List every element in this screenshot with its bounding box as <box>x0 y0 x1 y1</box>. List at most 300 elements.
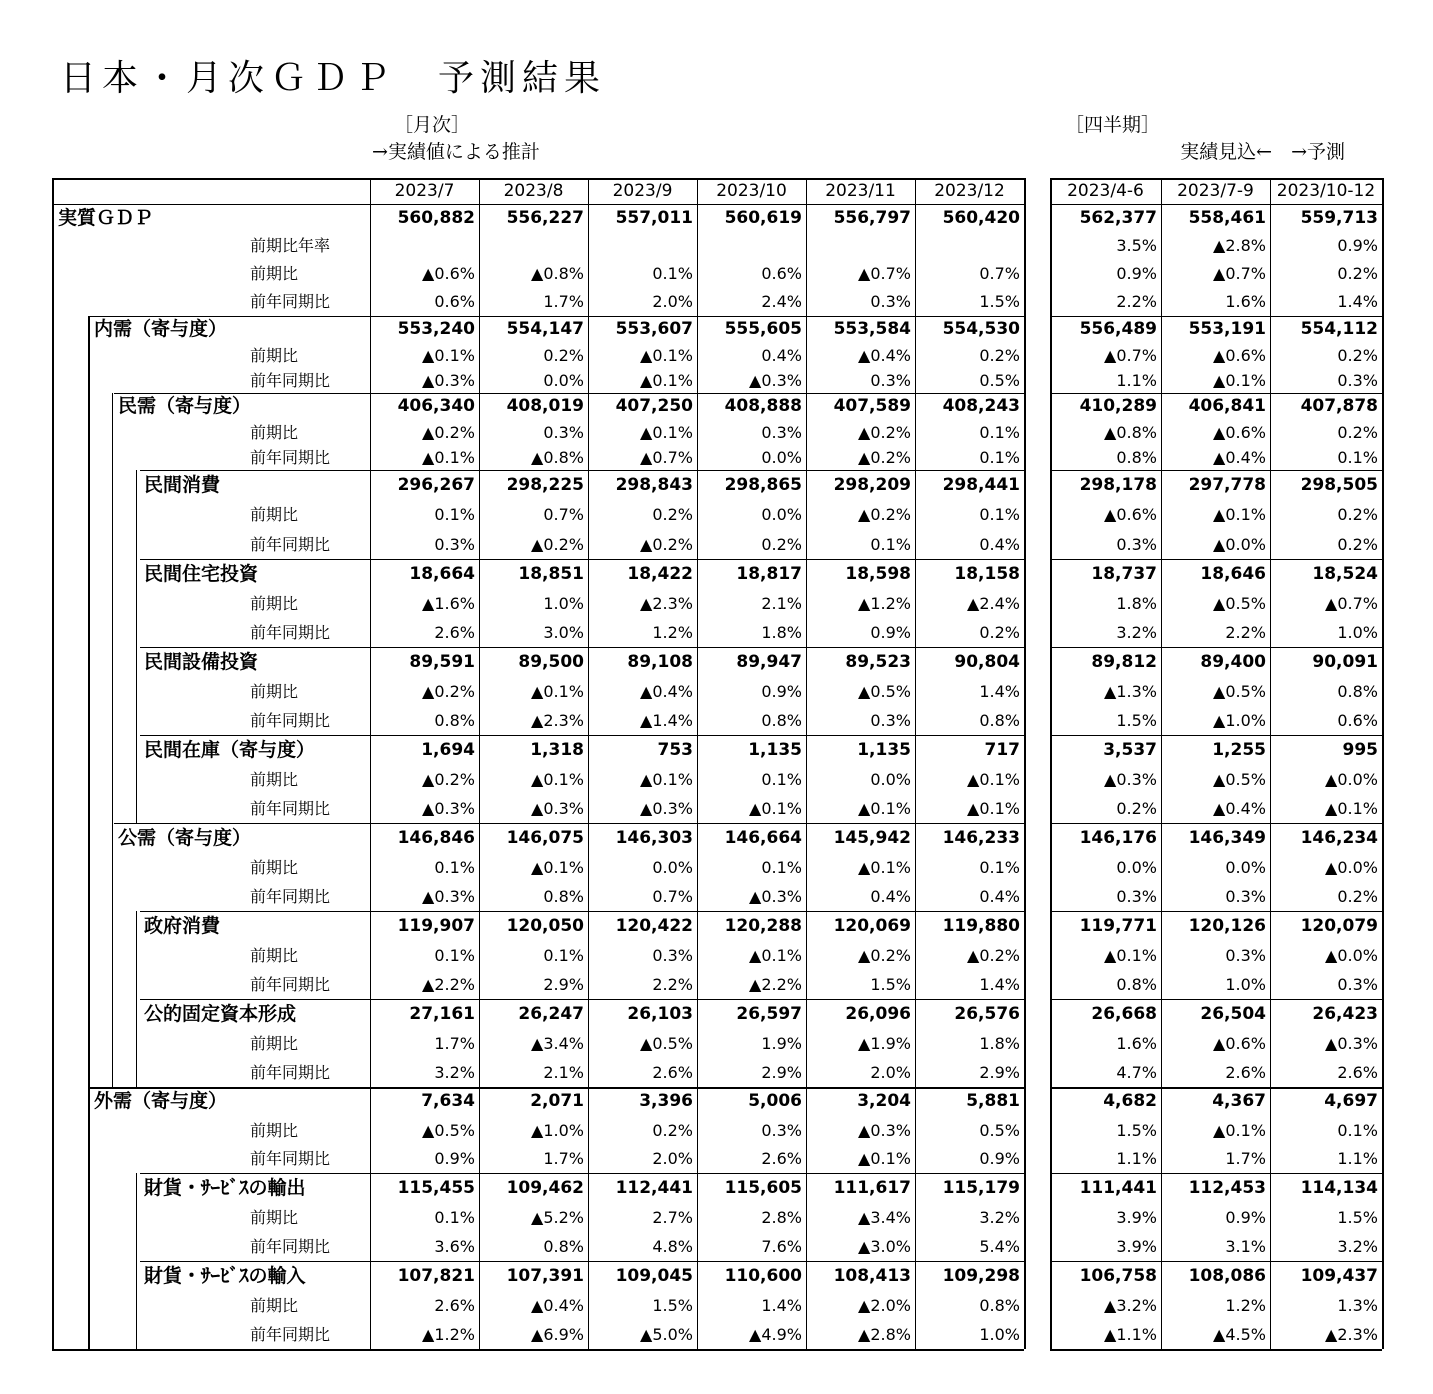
value-cell: 110,600 <box>724 1266 802 1286</box>
value-cell: 554,530 <box>942 319 1020 339</box>
rate-cell: ▲3.0% <box>858 1237 911 1256</box>
rate-cell: 1.5% <box>652 1296 693 1315</box>
rate-cell: 1.4% <box>979 682 1020 701</box>
value-cell: 26,247 <box>518 1004 584 1024</box>
rate-cell: 0.2% <box>761 535 802 554</box>
rate-cell: 1.5% <box>1116 711 1157 730</box>
rate-cell: ▲0.1% <box>967 770 1020 789</box>
value-cell: 408,243 <box>942 396 1020 416</box>
value-cell: 146,349 <box>1188 828 1266 848</box>
rate-cell: ▲0.4% <box>858 346 911 365</box>
rate-cell: 0.3% <box>1116 535 1157 554</box>
rate-cell: ▲0.3% <box>1325 1034 1378 1053</box>
value-cell: 26,668 <box>1091 1004 1157 1024</box>
rate-cell: 3.9% <box>1116 1237 1157 1256</box>
rule <box>1161 178 1162 1349</box>
rate-cell: 0.3% <box>761 1121 802 1140</box>
value-cell: 562,377 <box>1079 208 1157 228</box>
rate-cell: 5.4% <box>979 1237 1020 1256</box>
value-cell: 553,607 <box>615 319 693 339</box>
value-cell: 146,075 <box>506 828 584 848</box>
value-cell: 407,589 <box>833 396 911 416</box>
rate-cell: 0.2% <box>979 346 1020 365</box>
value-cell: 89,108 <box>627 652 693 672</box>
value-cell: 120,050 <box>506 916 584 936</box>
rate-cell: ▲0.7% <box>1325 594 1378 613</box>
value-cell: 4,697 <box>1324 1091 1378 1111</box>
row-label: 前期比 <box>250 594 299 613</box>
rate-cell: ▲1.3% <box>1104 682 1157 701</box>
monthly-description: →実績値による推計 <box>372 141 540 163</box>
rate-cell: 0.0% <box>652 858 693 877</box>
rate-cell: ▲0.4% <box>531 1296 584 1315</box>
row-label: 前期比 <box>250 946 299 965</box>
rate-cell: ▲0.1% <box>749 799 802 818</box>
value-cell: 18,851 <box>518 564 584 584</box>
value-cell: 753 <box>657 740 693 760</box>
row-label: 前年同期比 <box>250 371 331 390</box>
rule <box>88 316 90 1349</box>
column-header-month: 2023/12 <box>934 181 1005 201</box>
value-cell: 556,227 <box>506 208 584 228</box>
rate-cell: ▲0.5% <box>858 682 911 701</box>
rate-cell: ▲0.2% <box>858 946 911 965</box>
rate-cell: 0.1% <box>434 946 475 965</box>
value-cell: 717 <box>984 740 1020 760</box>
section-label: 民需（寄与度） <box>118 395 252 417</box>
rate-cell: 0.7% <box>652 887 693 906</box>
rate-cell: 2.0% <box>652 1149 693 1168</box>
value-cell: 26,597 <box>736 1004 802 1024</box>
value-cell: 1,318 <box>530 740 584 760</box>
rate-cell: 2.7% <box>652 1208 693 1227</box>
rate-cell: ▲1.2% <box>422 1325 475 1344</box>
rate-cell: 0.6% <box>1337 711 1378 730</box>
rate-cell: 0.1% <box>761 858 802 877</box>
rate-cell: ▲0.1% <box>1213 1121 1266 1140</box>
value-cell: 3,396 <box>639 1091 693 1111</box>
rate-cell: 0.0% <box>761 448 802 467</box>
rate-cell: ▲0.1% <box>531 682 584 701</box>
rate-cell: 3.6% <box>434 1237 475 1256</box>
rate-cell: 0.1% <box>1337 448 1378 467</box>
rate-cell: 1.0% <box>979 1325 1020 1344</box>
rate-cell: ▲0.5% <box>1213 682 1266 701</box>
row-label: 前年同期比 <box>250 535 331 554</box>
row-label: 前年同期比 <box>250 711 331 730</box>
rate-cell <box>915 232 1024 260</box>
rate-cell: 0.1% <box>543 946 584 965</box>
rate-cell: 1.4% <box>979 975 1020 994</box>
rate-cell: 1.0% <box>543 594 584 613</box>
rule <box>1050 1349 1382 1351</box>
rate-cell: 1.5% <box>870 975 911 994</box>
value-cell: 115,179 <box>942 1178 1020 1198</box>
rate-cell: ▲2.3% <box>1325 1325 1378 1344</box>
rate-cell: ▲0.1% <box>858 858 911 877</box>
value-cell: 1,255 <box>1212 740 1266 760</box>
rate-cell: 0.1% <box>1337 1121 1378 1140</box>
value-cell: 120,079 <box>1300 916 1378 936</box>
rate-cell: ▲0.2% <box>967 946 1020 965</box>
value-cell: 18,817 <box>736 564 802 584</box>
rate-cell: 0.8% <box>1116 448 1157 467</box>
rate-cell: 0.2% <box>543 346 584 365</box>
rate-cell: 0.2% <box>1337 887 1378 906</box>
value-cell: 560,882 <box>397 208 475 228</box>
value-cell: 89,523 <box>845 652 911 672</box>
section-label: 財貨・ｻｰﾋﾞｽの輸出 <box>144 1177 306 1199</box>
row-label: 前期比 <box>250 264 299 283</box>
rate-cell: ▲2.2% <box>422 975 475 994</box>
rate-cell: ▲3.4% <box>858 1208 911 1227</box>
value-cell: 3,537 <box>1103 740 1157 760</box>
rate-cell: 1.4% <box>761 1296 802 1315</box>
column-header-month: 2023/10 <box>716 181 787 201</box>
rate-cell: 1.6% <box>1116 1034 1157 1053</box>
value-cell: 89,812 <box>1091 652 1157 672</box>
section-label: 民間住宅投資 <box>144 563 259 585</box>
rate-cell: 3.5% <box>1116 236 1157 255</box>
section-label: 公需（寄与度） <box>118 827 252 849</box>
row-label: 前期比 <box>250 346 299 365</box>
rate-cell: ▲0.7% <box>1104 346 1157 365</box>
value-cell: 560,420 <box>942 208 1020 228</box>
section-label: 政府消費 <box>144 915 221 937</box>
section-label: 実質ＧＤＰ <box>58 207 154 229</box>
rate-cell: 0.6% <box>761 264 802 283</box>
value-cell: 26,103 <box>627 1004 693 1024</box>
section-label: 公的固定資本形成 <box>144 1003 297 1025</box>
rate-cell: 2.2% <box>1225 623 1266 642</box>
rate-cell: ▲1.0% <box>1213 711 1266 730</box>
value-cell: 18,737 <box>1091 564 1157 584</box>
rate-cell: ▲0.1% <box>640 770 693 789</box>
row-label: 前年同期比 <box>250 887 331 906</box>
value-cell: 111,441 <box>1079 1178 1157 1198</box>
value-cell: 553,191 <box>1188 319 1266 339</box>
value-cell: 3,204 <box>857 1091 911 1111</box>
row-label: 前年同期比 <box>250 623 331 642</box>
rate-cell: ▲0.1% <box>1325 799 1378 818</box>
rate-cell: 1.1% <box>1116 371 1157 390</box>
value-cell: 109,298 <box>942 1266 1020 1286</box>
value-cell: 5,006 <box>748 1091 802 1111</box>
rate-cell: ▲0.2% <box>422 682 475 701</box>
rate-cell: 2.6% <box>1225 1063 1266 1082</box>
rule <box>112 393 113 1087</box>
rate-cell: ▲0.2% <box>858 423 911 442</box>
rate-cell: ▲0.1% <box>749 946 802 965</box>
rule <box>1024 178 1026 1349</box>
rate-cell: ▲1.2% <box>858 594 911 613</box>
rate-cell: 0.3% <box>1337 371 1378 390</box>
value-cell: 298,441 <box>942 475 1020 495</box>
rate-cell: ▲4.9% <box>749 1325 802 1344</box>
column-header-month: 2023/9 <box>612 181 673 201</box>
rate-cell: ▲4.5% <box>1213 1325 1266 1344</box>
rate-cell: 0.3% <box>1225 946 1266 965</box>
value-cell: 146,234 <box>1300 828 1378 848</box>
rate-cell: 0.1% <box>434 858 475 877</box>
rate-cell: 0.1% <box>979 448 1020 467</box>
rate-cell: ▲2.4% <box>967 594 1020 613</box>
rate-cell: 0.0% <box>1116 858 1157 877</box>
rate-cell: 0.5% <box>979 1121 1020 1140</box>
rule <box>52 178 54 1351</box>
rate-cell: 2.6% <box>434 623 475 642</box>
rate-cell: 0.4% <box>870 887 911 906</box>
row-label: 前年同期比 <box>250 975 331 994</box>
column-header-month: 2023/11 <box>825 181 896 201</box>
rate-cell: 0.4% <box>979 535 1020 554</box>
rule <box>136 470 137 823</box>
value-cell: 119,771 <box>1079 916 1157 936</box>
rate-cell: ▲0.7% <box>640 448 693 467</box>
value-cell: 18,422 <box>627 564 693 584</box>
value-cell: 995 <box>1342 740 1378 760</box>
rate-cell: 3.9% <box>1116 1208 1157 1227</box>
rate-cell: 4.8% <box>652 1237 693 1256</box>
rule <box>588 178 589 1349</box>
value-cell: 18,646 <box>1200 564 1266 584</box>
quarterly-note <box>1065 112 1345 166</box>
rate-cell: 3.2% <box>1116 623 1157 642</box>
rate-cell: 4.7% <box>1116 1063 1157 1082</box>
gdp-forecast-table <box>52 178 1382 1352</box>
rate-cell: ▲1.0% <box>531 1121 584 1140</box>
rate-cell: 0.3% <box>761 423 802 442</box>
row-label: 前期比年率 <box>250 236 331 255</box>
rate-cell: ▲0.1% <box>967 799 1020 818</box>
rate-cell: ▲1.1% <box>1104 1325 1157 1344</box>
rate-cell: 1.7% <box>1225 1149 1266 1168</box>
rate-cell: ▲5.2% <box>531 1208 584 1227</box>
rate-cell: 1.1% <box>1116 1149 1157 1168</box>
value-cell: 26,576 <box>954 1004 1020 1024</box>
rate-cell: 2.4% <box>761 292 802 311</box>
rate-cell: 0.9% <box>1337 236 1378 255</box>
row-label: 前期比 <box>250 1296 299 1315</box>
rate-cell: 0.3% <box>1225 887 1266 906</box>
rate-cell: ▲0.5% <box>640 1034 693 1053</box>
row-label: 前年同期比 <box>250 1149 331 1168</box>
rate-cell: ▲0.1% <box>858 1149 911 1168</box>
row-label: 前期比 <box>250 682 299 701</box>
rate-cell: ▲2.8% <box>858 1325 911 1344</box>
rate-cell: ▲0.2% <box>422 423 475 442</box>
rate-cell: 0.4% <box>979 887 1020 906</box>
value-cell: 106,758 <box>1079 1266 1157 1286</box>
rate-cell: ▲0.3% <box>749 371 802 390</box>
rate-cell: 0.2% <box>1116 799 1157 818</box>
rate-cell: 1.1% <box>1337 1149 1378 1168</box>
value-cell: 146,176 <box>1079 828 1157 848</box>
rule <box>1382 178 1384 1349</box>
value-cell: 26,096 <box>845 1004 911 1024</box>
rate-cell: 2.1% <box>543 1063 584 1082</box>
rate-cell: 0.8% <box>979 1296 1020 1315</box>
value-cell: 298,505 <box>1300 475 1378 495</box>
value-cell: 555,605 <box>724 319 802 339</box>
column-header-month: 2023/7 <box>394 181 455 201</box>
rate-cell: 0.1% <box>979 858 1020 877</box>
row-label: 前期比 <box>250 770 299 789</box>
rate-cell: 0.8% <box>1116 975 1157 994</box>
rate-cell <box>806 232 915 260</box>
value-cell: 112,441 <box>615 1178 693 1198</box>
value-cell: 120,288 <box>724 916 802 936</box>
rate-cell: ▲0.1% <box>858 799 911 818</box>
value-cell: 18,598 <box>845 564 911 584</box>
value-cell: 108,413 <box>833 1266 911 1286</box>
rate-cell: 1.8% <box>1116 594 1157 613</box>
rate-cell: 0.2% <box>1337 535 1378 554</box>
rate-cell: ▲0.3% <box>640 799 693 818</box>
rate-cell: 1.7% <box>543 1149 584 1168</box>
value-cell: 26,423 <box>1312 1004 1378 1024</box>
row-label: 前年同期比 <box>250 448 331 467</box>
value-cell: 89,591 <box>409 652 475 672</box>
rate-cell: ▲3.2% <box>1104 1296 1157 1315</box>
rate-cell: ▲2.0% <box>858 1296 911 1315</box>
rate-cell: 0.1% <box>434 1208 475 1227</box>
rate-cell: 0.9% <box>870 623 911 642</box>
rate-cell: ▲0.1% <box>531 770 584 789</box>
value-cell: 554,112 <box>1300 319 1378 339</box>
rate-cell: ▲0.1% <box>640 371 693 390</box>
rule <box>697 178 698 1349</box>
rule <box>52 178 1024 180</box>
rate-cell: 0.6% <box>434 292 475 311</box>
value-cell: 559,713 <box>1300 208 1378 228</box>
rate-cell: ▲3.4% <box>531 1034 584 1053</box>
rate-cell: 0.3% <box>543 423 584 442</box>
rate-cell: 2.6% <box>1337 1063 1378 1082</box>
value-cell: 90,804 <box>954 652 1020 672</box>
rate-cell: ▲0.5% <box>1213 770 1266 789</box>
value-cell: 111,617 <box>833 1178 911 1198</box>
rate-cell: ▲0.5% <box>422 1121 475 1140</box>
value-cell: 296,267 <box>397 475 475 495</box>
value-cell: 1,694 <box>421 740 475 760</box>
value-cell: 145,942 <box>833 828 911 848</box>
rate-cell: ▲0.2% <box>858 505 911 524</box>
rule <box>136 1173 137 1349</box>
rate-cell: 2.2% <box>1116 292 1157 311</box>
rate-cell: 1.0% <box>1225 975 1266 994</box>
rate-cell: ▲1.9% <box>858 1034 911 1053</box>
rule <box>52 1349 1024 1351</box>
section-label: 内需（寄与度） <box>94 318 228 340</box>
rule <box>806 178 807 1349</box>
value-cell: 7,634 <box>421 1091 475 1111</box>
value-cell: 553,240 <box>397 319 475 339</box>
rate-cell: 0.3% <box>652 946 693 965</box>
rate-cell: ▲0.2% <box>422 770 475 789</box>
rate-cell: 0.2% <box>1337 346 1378 365</box>
rate-cell: 0.8% <box>434 711 475 730</box>
value-cell: 89,400 <box>1200 652 1266 672</box>
rate-cell: 1.3% <box>1337 1296 1378 1315</box>
value-cell: 109,045 <box>615 1266 693 1286</box>
row-label: 前年同期比 <box>250 292 331 311</box>
value-cell: 554,147 <box>506 319 584 339</box>
value-cell: 146,303 <box>615 828 693 848</box>
rate-cell: 0.9% <box>761 682 802 701</box>
value-cell: 4,682 <box>1103 1091 1157 1111</box>
rate-cell: 0.1% <box>979 505 1020 524</box>
row-label: 前期比 <box>250 1034 299 1053</box>
value-cell: 146,846 <box>397 828 475 848</box>
rate-cell <box>588 232 697 260</box>
quarterly-description: 実績見込← →予測 <box>1180 141 1345 163</box>
rate-cell: 0.0% <box>870 770 911 789</box>
value-cell: 408,888 <box>724 396 802 416</box>
rate-cell: ▲0.6% <box>1213 423 1266 442</box>
rate-cell: ▲0.7% <box>1213 264 1266 283</box>
value-cell: 18,524 <box>1312 564 1378 584</box>
rate-cell: 1.5% <box>1337 1208 1378 1227</box>
rate-cell: 0.3% <box>870 292 911 311</box>
rate-cell: 1.5% <box>1116 1121 1157 1140</box>
rate-cell: ▲0.3% <box>1104 770 1157 789</box>
row-label: 前期比 <box>250 1208 299 1227</box>
value-cell: 120,422 <box>615 916 693 936</box>
column-header-quarter: 2023/10-12 <box>1276 181 1376 201</box>
rate-cell: ▲2.3% <box>640 594 693 613</box>
value-cell: 557,011 <box>615 208 693 228</box>
rate-cell: 0.9% <box>434 1149 475 1168</box>
rate-cell: 7.6% <box>761 1237 802 1256</box>
rate-cell: 3.2% <box>434 1063 475 1082</box>
rate-cell <box>479 232 588 260</box>
rule <box>915 178 916 1349</box>
rate-cell: 0.8% <box>979 711 1020 730</box>
rate-cell: 0.3% <box>1337 975 1378 994</box>
section-label: 民間設備投資 <box>144 651 259 673</box>
rate-cell: ▲0.2% <box>858 448 911 467</box>
rate-cell: ▲5.0% <box>640 1325 693 1344</box>
rate-cell: 0.1% <box>652 264 693 283</box>
value-cell: 107,821 <box>397 1266 475 1286</box>
rate-cell: 0.3% <box>870 711 911 730</box>
rate-cell: 2.6% <box>761 1149 802 1168</box>
section-label: 民間消費 <box>144 474 221 496</box>
rate-cell: 2.8% <box>761 1208 802 1227</box>
value-cell: 298,178 <box>1079 475 1157 495</box>
rule <box>370 178 371 1349</box>
section-label: 民間在庫（寄与度） <box>144 739 316 761</box>
rate-cell: ▲0.1% <box>531 858 584 877</box>
rate-cell: 0.8% <box>1337 682 1378 701</box>
value-cell: 89,500 <box>518 652 584 672</box>
value-cell: 27,161 <box>409 1004 475 1024</box>
rate-cell: 1.7% <box>543 292 584 311</box>
quarterly-bracket-label: ［四半期］ <box>1065 114 1161 136</box>
rate-cell: 1.8% <box>761 623 802 642</box>
value-cell: 18,664 <box>409 564 475 584</box>
rate-cell: 0.0% <box>1225 858 1266 877</box>
rate-cell: ▲1.6% <box>422 594 475 613</box>
rate-cell: ▲0.8% <box>531 448 584 467</box>
rate-cell: 0.0% <box>543 371 584 390</box>
value-cell: 109,437 <box>1300 1266 1378 1286</box>
value-cell: 146,664 <box>724 828 802 848</box>
monthly-bracket-label: ［月次］ <box>394 114 471 136</box>
rate-cell: 1.5% <box>979 292 1020 311</box>
rate-cell: 0.9% <box>979 1149 1020 1168</box>
